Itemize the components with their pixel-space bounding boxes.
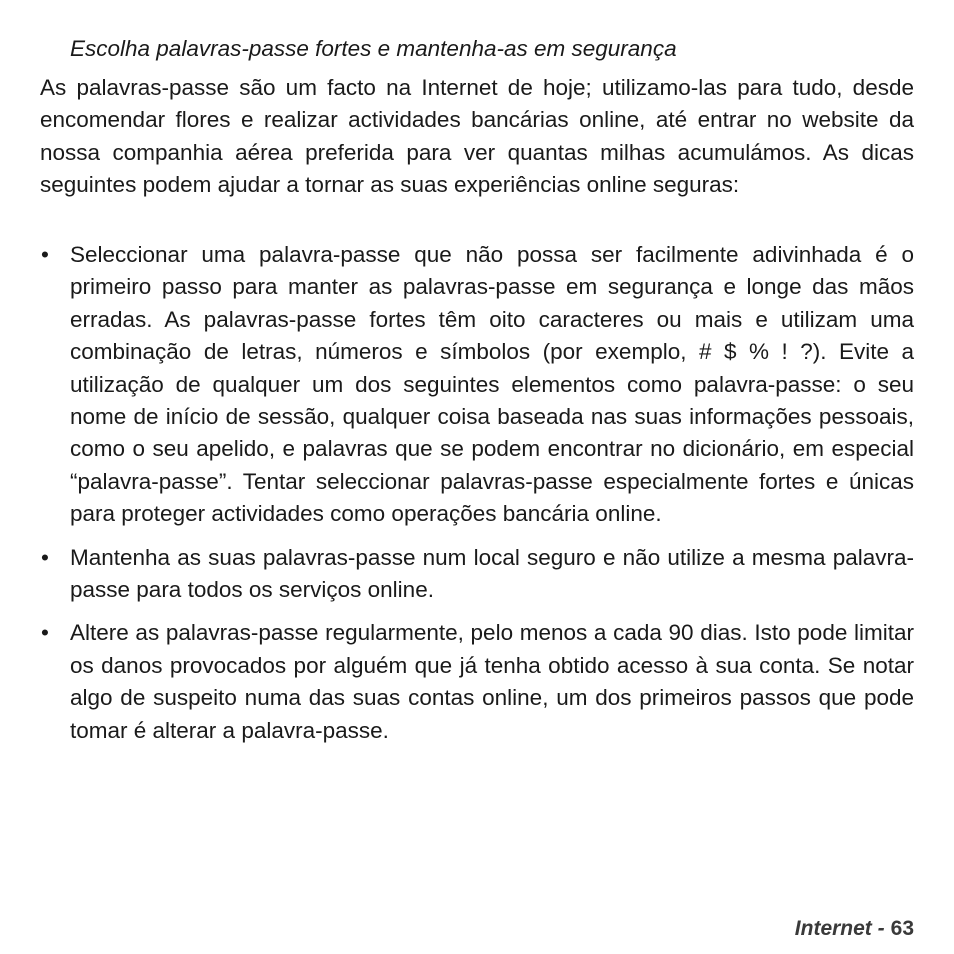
bullet-icon: • — [41, 544, 49, 570]
intro-paragraph: As palavras-passe são um facto na Internet de hoje; utilizamo-las para tudo, desde encomendar flores e realizar actividades bancárias online, até entrar no website da nossa companhia aérea preferida para ver quantas milhas acumulámos. As dicas seguintes podem ajudar a tornar as suas experiências online seguras: — [40, 75, 914, 198]
list-item-text: Seleccionar uma palavra-passe que não possa ser facilmente adivinhada é o primeiro passo para manter as palavras-passe em segurança e longe das mãos erradas. As palavras-passe fortes têm oito caracteres ou mais e utilizam uma combinação de letras, números e símbolos (por exemplo, # $ % ! ?). Evite a utilização de qualquer um dos seguintes elementos como palavra-passe: o seu nome de início de sessão, qualquer coisa baseada nas suas informações pessoais, como o seu apelido, e palavras que se podem encontrar no dicionário, em especial “palavra-passe”. Tentar seleccionar palavras-passe especialmente fortes e únicas para proteger actividades como operações bancária online. — [70, 242, 914, 527]
list-item — [40, 239, 914, 531]
footer-section-name: Internet - — [794, 917, 885, 940]
page-footer — [795, 915, 914, 943]
page-number: 63 — [890, 917, 914, 940]
list-item-text: Mantenha as suas palavras-passe num local seguro e não utilize a mesma palavra-passe para todos os serviços online. — [70, 544, 914, 603]
bullet-icon: • — [41, 620, 49, 646]
list-item — [40, 542, 914, 607]
list-item-text: Altere as palavras-passe regularmente, pelo menos a cada 90 dias. Isto pode limitar os danos provocados por alguém que já tenha obtido acesso à sua conta. Se notar algo de suspeito numa das suas contas online, um dos primeiros passos que pode tomar é alterar a palavra-passe. — [70, 620, 914, 743]
list-item — [40, 617, 914, 747]
tips-list — [40, 239, 914, 758]
section-heading: Escolha palavras-passe fortes e mantenha-as em segurança — [70, 36, 677, 61]
bullet-icon: • — [41, 242, 49, 267]
